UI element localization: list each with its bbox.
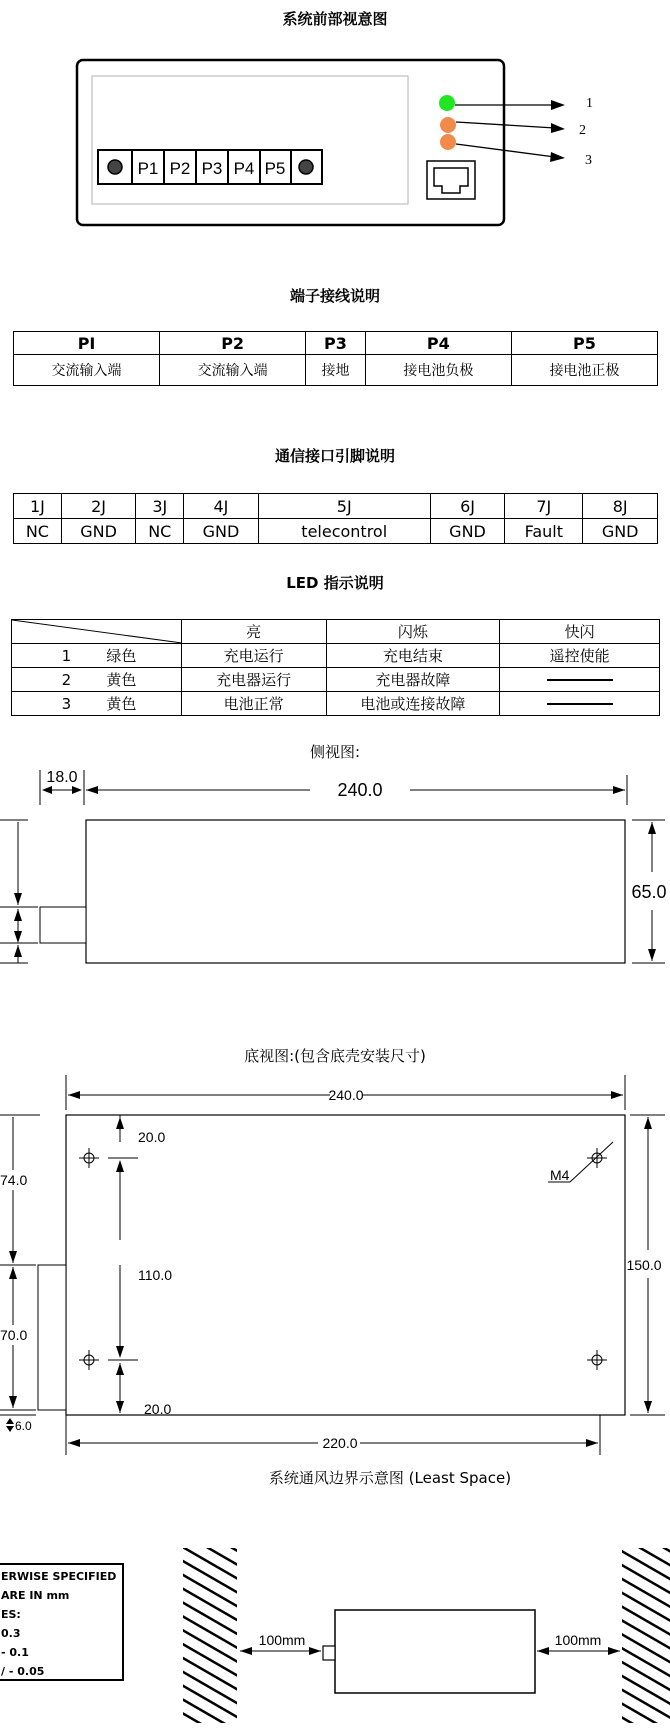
note-line: ES:	[1, 1608, 21, 1621]
led-2-orange-icon	[440, 117, 456, 133]
pin-cell: 8J	[583, 494, 658, 519]
led-cell: 电池正常	[181, 692, 326, 716]
port-label: P3	[201, 159, 223, 178]
dim-left-gap: 100mm	[258, 1632, 306, 1648]
signal-cell: NC	[14, 519, 62, 544]
terminal-section-title: 端子接线说明	[289, 287, 380, 305]
dim-height: 150.0	[626, 1257, 662, 1273]
terminal-cell: 交流输入端	[160, 355, 306, 386]
port-label: P5	[264, 159, 286, 178]
led-table	[11, 619, 660, 716]
dim-left-small: 6.0	[15, 1419, 32, 1433]
pin-cell: 2J	[61, 494, 136, 519]
terminal-header: P5	[511, 332, 657, 355]
terminal-cell: 接电池负极	[365, 355, 511, 386]
led-cell: 遥控使能	[500, 644, 660, 668]
terminal-cell: 接电池正极	[511, 355, 657, 386]
signal-cell: Fault	[505, 519, 583, 544]
pin-cell: 1J	[14, 494, 62, 519]
led-cell: 充电结束	[326, 644, 500, 668]
led-section-title: LED 指示说明	[286, 574, 384, 592]
pin-cell: 6J	[430, 494, 505, 519]
note-line: ARE IN mm	[1, 1589, 70, 1602]
diagonal-header-cell	[12, 620, 182, 644]
side-body	[86, 820, 625, 963]
signal-cell: GND	[430, 519, 505, 544]
terminal-cell: 交流输入端	[14, 355, 160, 386]
dim-hole-top: 20.0	[138, 1129, 166, 1145]
bottom-view-drawing	[0, 1070, 670, 1460]
note-line: - 0.1	[1, 1646, 29, 1659]
led-cell: 电池或连接故障	[326, 692, 500, 716]
terminal-cell: 接地	[306, 355, 366, 386]
front-view-drawing	[0, 0, 670, 270]
led-callout: 2	[579, 123, 586, 138]
terminal-header: P4	[365, 332, 511, 355]
pin-cell: 4J	[184, 494, 259, 519]
terminal-header: P2	[160, 332, 306, 355]
terminal-header: P3	[306, 332, 366, 355]
led-cell: 充电运行	[181, 644, 326, 668]
led-cell: 充电器故障	[326, 668, 500, 692]
vent-device-body	[335, 1610, 535, 1693]
dim-right-gap: 100mm	[554, 1632, 602, 1648]
port-label: P2	[169, 159, 191, 178]
dim-hole-span: 110.0	[138, 1267, 172, 1283]
side-view-drawing	[0, 760, 670, 990]
led-row-label: 3 黄色	[12, 692, 182, 716]
bottom-stub	[38, 1265, 66, 1410]
dim-top-width: 240.0	[328, 1087, 364, 1103]
led-3-orange-icon	[440, 134, 456, 150]
side-view-title: 侧视图:	[309, 743, 361, 761]
front-view-title: 系统前部视意图	[282, 10, 388, 28]
signal-cell: telecontrol	[258, 519, 430, 544]
port-label: P4	[233, 159, 255, 178]
vent-device-stub	[323, 1646, 335, 1660]
dim-hole-bottom: 20.0	[144, 1401, 172, 1417]
led-row-label: 1 绿色	[12, 644, 182, 668]
bottom-view-title: 底视图:(包含底壳安装尺寸)	[244, 1047, 426, 1065]
led-callout: 1	[586, 96, 593, 111]
dim-length: 240.0	[337, 780, 383, 800]
led-header: 闪烁	[326, 620, 500, 644]
screw-label: M4	[550, 1167, 570, 1183]
note-line: ERWISE SPECIFIED	[1, 1570, 117, 1583]
signal-cell: NC	[136, 519, 184, 544]
port-label: P1	[137, 159, 159, 178]
bottom-body	[66, 1115, 625, 1415]
dim-left-top: 74.0	[0, 1172, 28, 1188]
led-cell	[500, 668, 660, 692]
ventilation-title: 系统通风边界示意图 (Least Space)	[268, 1469, 512, 1487]
led-cell: 充电器运行	[181, 668, 326, 692]
led-1-green-icon	[439, 95, 455, 111]
comm-table	[13, 493, 658, 544]
pin-cell: 3J	[136, 494, 184, 519]
screw-left-icon	[108, 160, 122, 174]
led-cell	[500, 692, 660, 716]
led-row-label: 2 黄色	[12, 668, 182, 692]
led-header: 亮	[181, 620, 326, 644]
dim-height: 65.0	[631, 882, 667, 902]
note-line: 0.3	[1, 1627, 21, 1640]
ventilation-drawing	[0, 1540, 670, 1730]
comm-section-title: 通信接口引脚说明	[274, 447, 395, 465]
dim-left-bottom: 70.0	[0, 1327, 28, 1343]
left-wall-hatch	[183, 1548, 237, 1723]
signal-cell: GND	[583, 519, 658, 544]
signal-cell: GND	[61, 519, 136, 544]
led-header: 快闪	[500, 620, 660, 644]
signal-cell: GND	[184, 519, 259, 544]
dim-stub: 18.0	[46, 769, 78, 786]
right-wall-hatch	[622, 1548, 670, 1723]
side-stub	[40, 907, 86, 943]
dim-bottom-width: 220.0	[322, 1435, 358, 1451]
pin-cell: 5J	[258, 494, 430, 519]
screw-right-icon	[299, 160, 313, 174]
terminal-header: PI	[14, 332, 160, 355]
note-line: / - 0.05	[1, 1665, 45, 1678]
led-callout: 3	[585, 153, 592, 168]
pin-cell: 7J	[505, 494, 583, 519]
terminal-table	[13, 331, 658, 386]
